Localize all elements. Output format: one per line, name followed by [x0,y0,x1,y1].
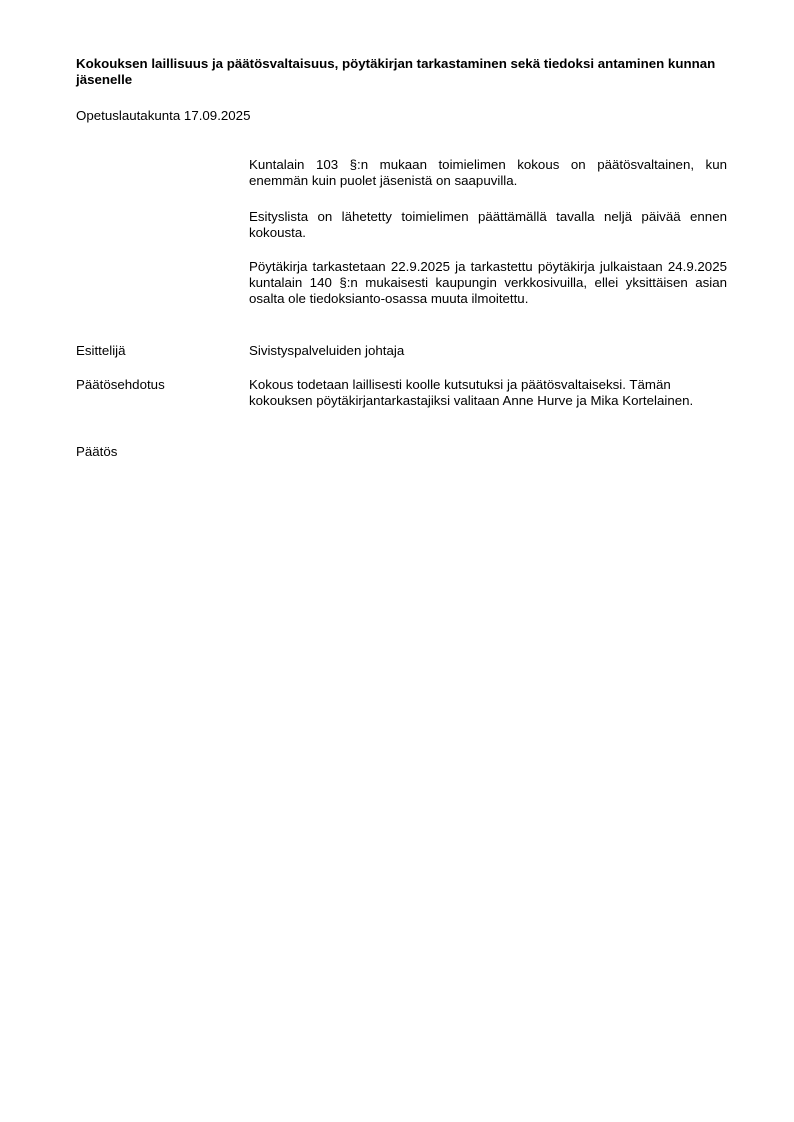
paragraph-quorum: Kuntalain 103 §:n mukaan toimielimen kokous on päätösvaltainen, kun enemmän kuin puolet jäsenistä on saapuvilla. [249,157,727,188]
row-value-presenter: Sivistyspalveluiden johtaja [249,343,405,358]
row-label-presenter: Esittelijä [76,343,126,358]
paragraph-agenda: Esityslista on lähetetty toimielimen päättämällä tavalla neljä päivää ennen kokousta. [249,209,727,240]
paragraph-minutes: Pöytäkirja tarkastetaan 22.9.2025 ja tarkastettu pöytäkirja julkaistaan 24.9.2025 kuntalain 140 §:n mukaisesti kaupungin verkkosivuilla, ellei yksittäisen asian osalta ole tiedoksianto-osassa muuta ilmoitettu. [249,259,727,306]
document-title: Kokouksen laillisuus ja päätösvaltaisuus, pöytäkirjan tarkastaminen sekä tiedoksi antaminen kunnan jäsenelle [76,56,716,87]
row-label-proposal: Päätösehdotus [76,377,165,392]
row-value-proposal: Kokous todetaan laillisesti koolle kutsutuksi ja päätösvaltaiseksi. Tämän kokouksen pöytäkirjantarkastajiksi valitaan Anne Hurve ja Mika Kortelainen. [249,377,694,408]
meeting-info: Opetuslautakunta 17.09.2025 [76,108,251,123]
row-label-decision: Päätös [76,444,118,459]
